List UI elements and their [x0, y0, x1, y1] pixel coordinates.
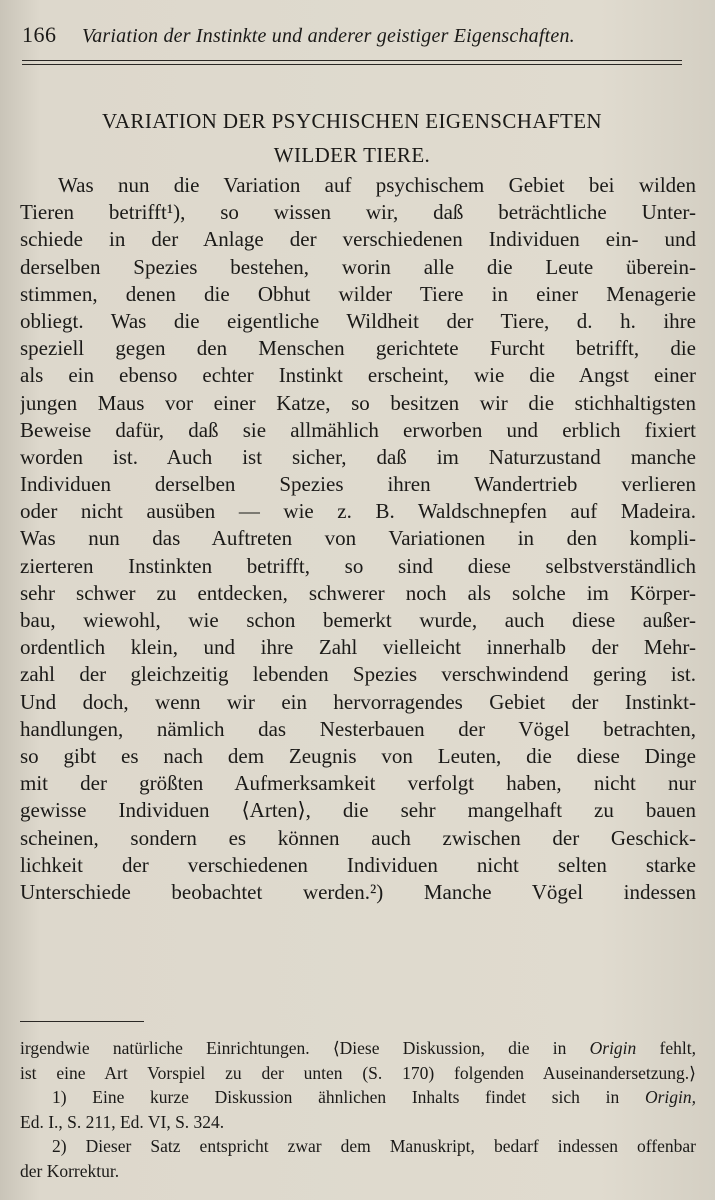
- section-title-line1: VARIATION DER PSYCHISCHEN EIGENSCHAFTEN: [102, 109, 602, 133]
- body-line: als ein ebenso echter Instinkt erscheint, wie die Angst einer: [20, 363, 696, 388]
- footnote-continuation-line: ist eine Art Vorspiel zu der unten (S. 170) folgenden Auseinandersetzung.⟩: [20, 1062, 696, 1083]
- body-line: Und doch, wenn wir ein hervorragendes Gebiet der Instinkt-: [20, 689, 696, 714]
- footnote-text: irgendwie natürliche Einrichtungen. ⟨Diese Diskussion, die in: [20, 1038, 590, 1058]
- page-number: 166: [22, 22, 57, 47]
- footnote-text: fehlt,: [636, 1038, 696, 1058]
- body-line: gewisse Individuen ⟨Arten⟩, die sehr mangelhaft zu bauen: [20, 798, 696, 823]
- footnote-1-line2: Ed. I., S. 211, Ed. VI, S. 324.: [20, 1111, 225, 1132]
- body-line: Was nun das Auftreten von Variationen in den kompli-: [20, 526, 696, 551]
- footnote-continuation-line: [20, 1036, 696, 1061]
- body-line: oder nicht ausüben — wie z. B. Waldschnepfen auf Madeira.: [20, 499, 696, 524]
- header-rule-double: [22, 64, 682, 65]
- footnote-1: [20, 1085, 696, 1110]
- footnote-text: 1) Eine kurze Diskussion ähnlichen Inhalts findet sich in: [52, 1087, 645, 1107]
- page-header: [22, 22, 682, 50]
- header-rule: [22, 60, 682, 61]
- body-line: Unterschiede beobachtet werden.²) Manche Vögel indessen: [20, 879, 696, 904]
- body-line: speziell gegen den Menschen gerichtete Furcht betrifft, die: [20, 336, 696, 361]
- body-line: so gibt es nach dem Zeugnis von Leuten, die diese Dinge: [20, 743, 696, 768]
- body-line: worden ist. Auch ist sicher, daß im Naturzustand manche: [20, 444, 696, 469]
- body-line: sehr schwer zu entdecken, schwerer noch als solche im Körper-: [20, 580, 696, 605]
- body-line: derselben Spezies bestehen, worin alle die Leute überein-: [20, 254, 696, 279]
- body-line: zahl der gleichzeitig lebenden Spezies verschwindend gering ist.: [20, 662, 696, 687]
- body-line: ordentlich klein, und ihre Zahl vielleicht innerhalb der Mehr-: [20, 635, 696, 660]
- running-title: Variation der Instinkte und anderer geistiger Eigenschaften.: [82, 25, 575, 47]
- body-line: jungen Maus vor einer Katze, so besitzen wir die stichhaltigsten: [20, 390, 696, 415]
- section-title-line2: WILDER TIERE.: [273, 143, 431, 167]
- body-line: scheinen, sondern es können auch zwischen der Geschick-: [20, 825, 696, 850]
- footnote-2-line2: der Korrektur.: [20, 1160, 120, 1181]
- footnote-rule: [20, 1021, 144, 1022]
- body-line: Individuen derselben Spezies ihren Wandertrieb verlieren: [20, 472, 696, 497]
- body-line: schiede in der Anlage der verschiedenen Individuen ein- und: [20, 227, 696, 252]
- body-line: lichkeit der verschiedenen Individuen nicht selten starke: [20, 852, 696, 877]
- body-line: Beweise dafür, daß sie allmählich erworben und erblich fixiert: [20, 417, 696, 442]
- body-text: [20, 172, 696, 906]
- body-line: bau, wiewohl, wie schon bemerkt wurde, auch diese außer-: [20, 608, 696, 632]
- footnote-2: 2) Dieser Satz entspricht zwar dem Manuskript, bedarf indessen offenbar: [52, 1136, 696, 1156]
- section-title: [22, 104, 682, 172]
- body-line: mit der größten Aufmerksamkeit verfolgt haben, nicht nur: [20, 771, 696, 796]
- body-line: zierteren Instinkten betrifft, so sind diese selbstverständlich: [20, 553, 696, 578]
- body-line: stimmen, denen die Obhut wilder Tiere in einer Menagerie: [20, 281, 696, 306]
- origin-reference: Origin: [589, 1038, 637, 1058]
- body-line: Tieren betrifft¹), so wissen wir, daß beträchtliche Unter-: [20, 200, 696, 225]
- origin-reference: Origin,: [644, 1087, 696, 1107]
- body-line: obliegt. Was die eigentliche Wildheit der Tiere, d. h. ihre: [20, 308, 696, 333]
- body-line: handlungen, nämlich das Nesterbauen der Vögel betrachten,: [20, 716, 696, 741]
- body-line: Was nun die Variation auf psychischem Gebiet bei wilden: [58, 173, 696, 197]
- footnotes: [20, 1036, 696, 1183]
